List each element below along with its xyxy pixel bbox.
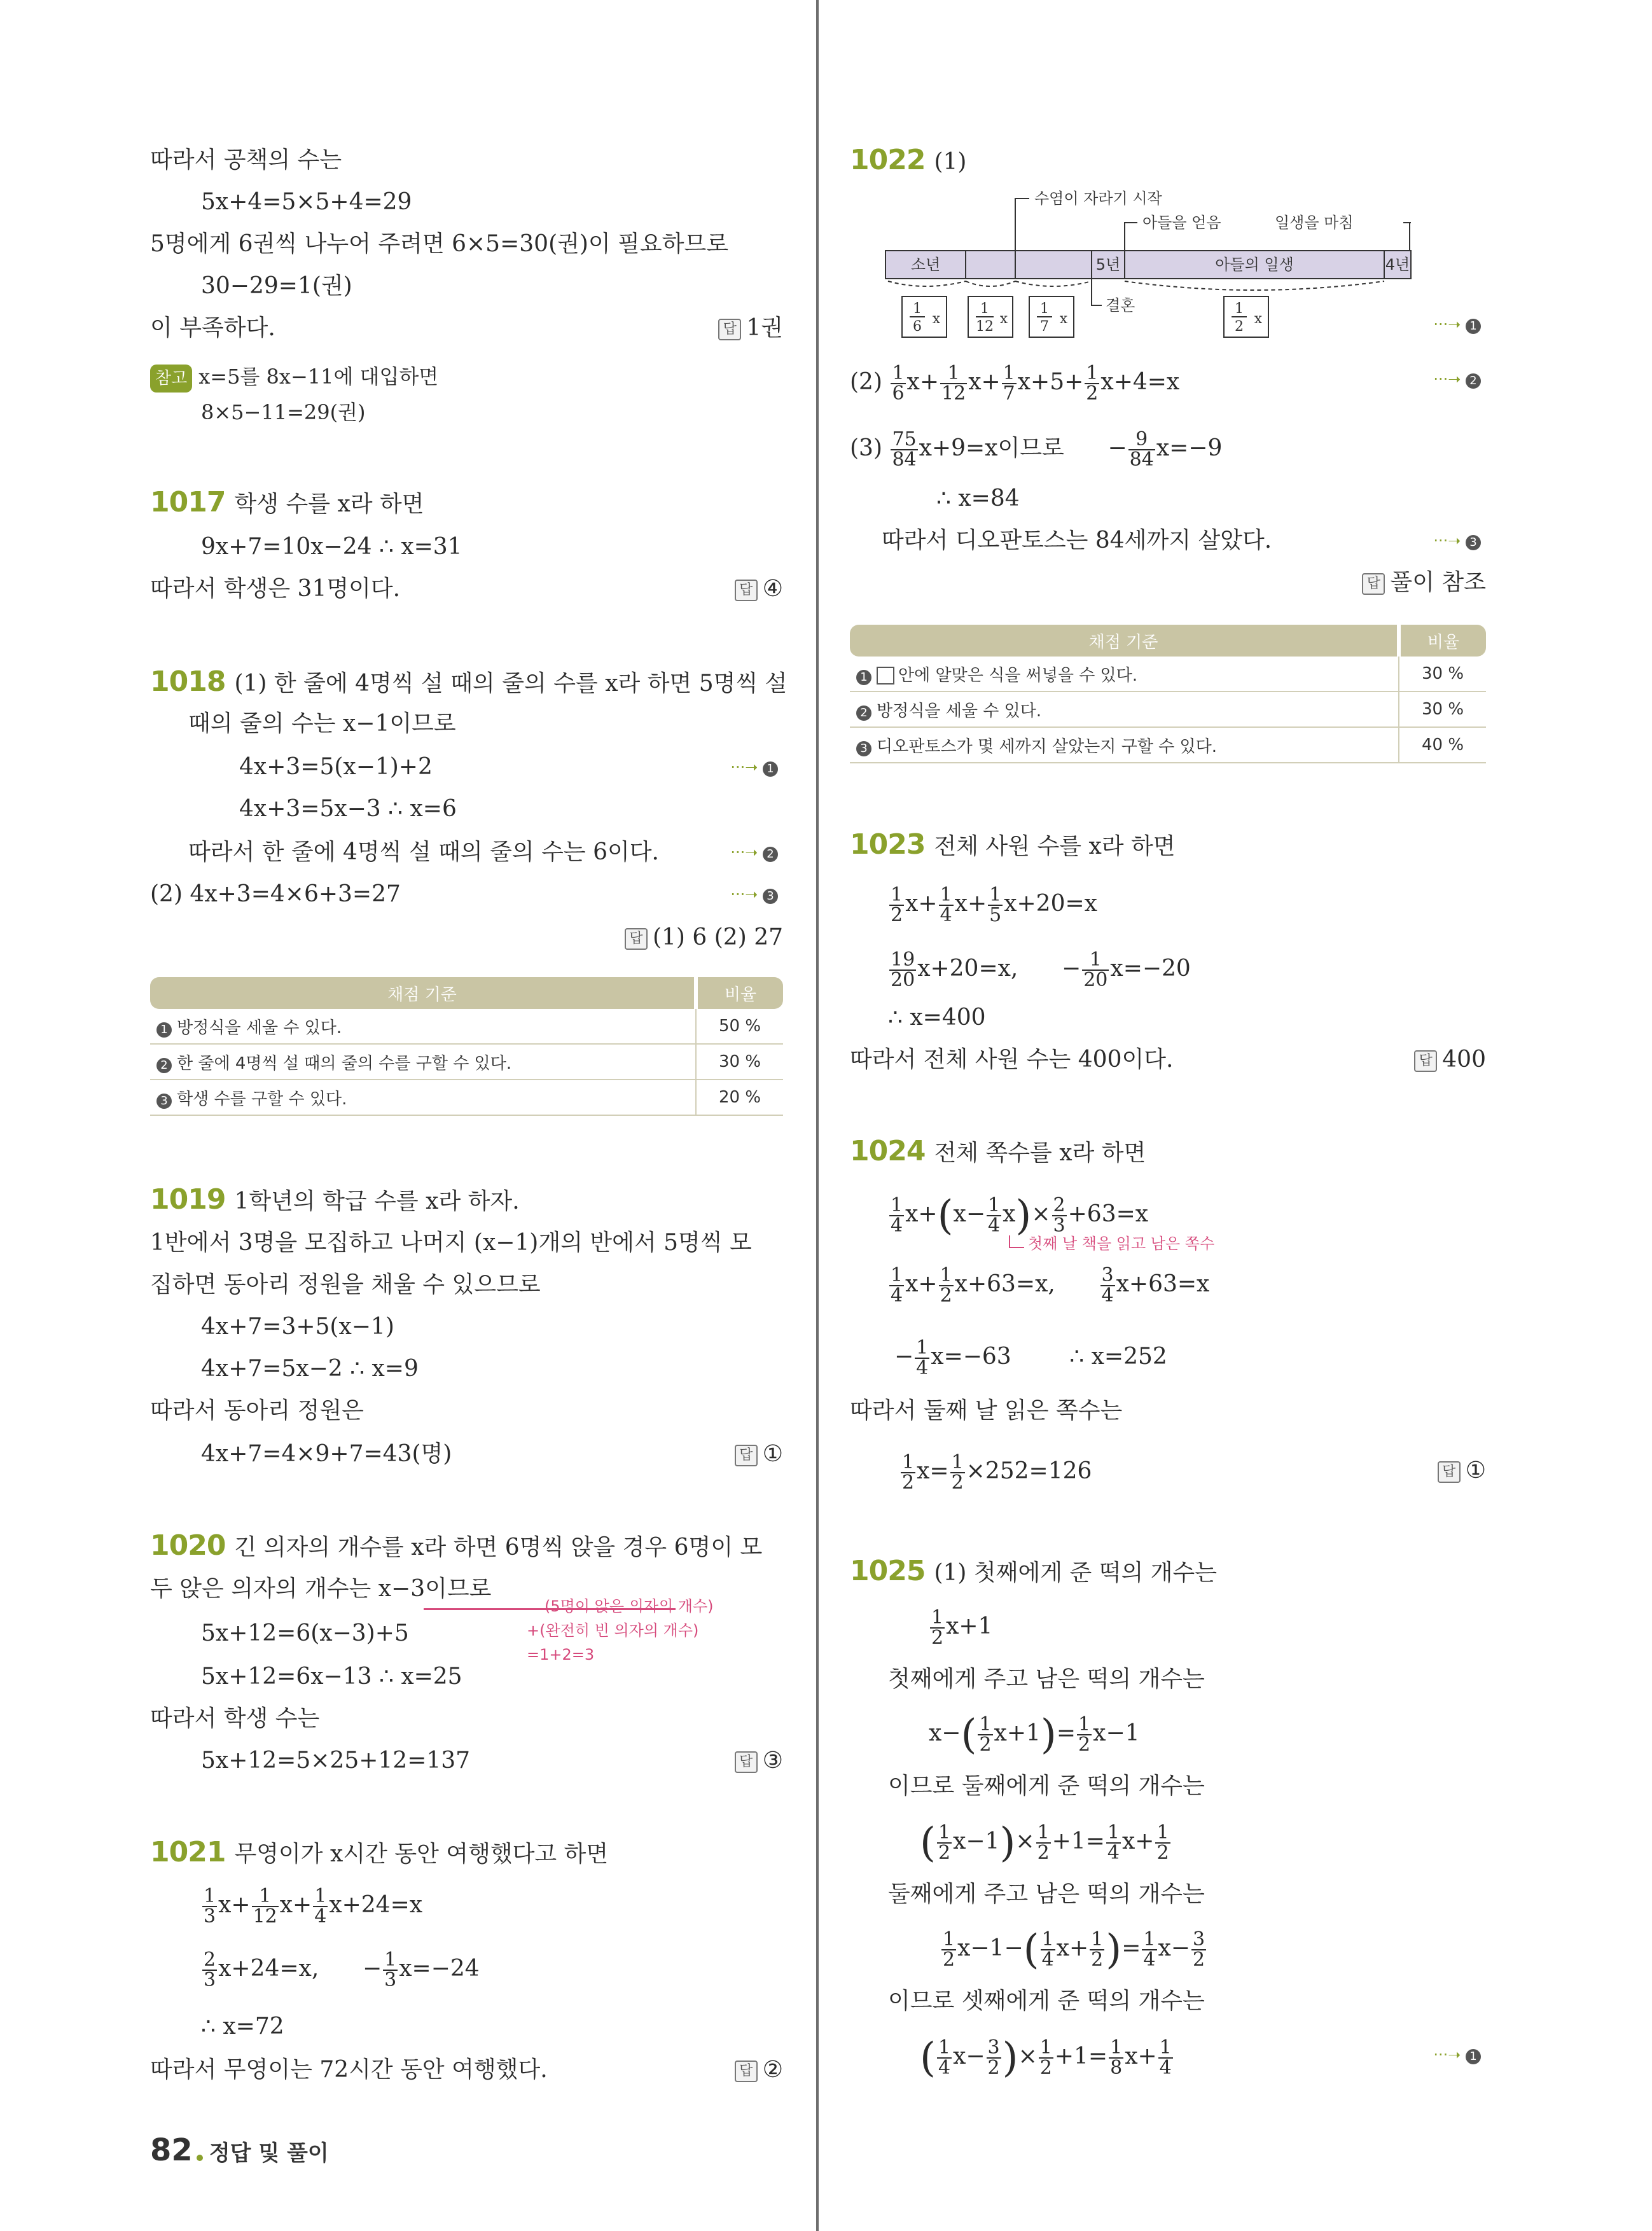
svg-text:2: 2 <box>1235 319 1244 335</box>
equation-line: 5x+4=5×5+4=29 <box>201 189 412 215</box>
answer-badge-icon: 답 <box>718 319 741 340</box>
problem-number: 1020 <box>150 1529 226 1562</box>
text-line: 이므로 둘째에게 준 떡의 개수는 <box>888 1773 1205 1799</box>
answer-badge-icon: 답 <box>735 580 758 601</box>
equation-line: (2) $\frac{1}{6}$ x+ $\frac{1}{12}$ x+ $\frac{1}{7}$ x+5+ $\frac{1}{2}$ x+4=x <box>850 362 1180 405</box>
answer: 답 400 <box>1414 1046 1486 1074</box>
equation-line: ( $\frac{1}{2}$ x−1)× $\frac{1}{2}$ +1= $\frac{1}{4}$ x+ $\frac{1}{2}$ <box>920 1819 1169 1866</box>
table-row: 1 안에 알맞은 식을 써넣을 수 있다. 30 % <box>850 657 1486 692</box>
svg-text:12: 12 <box>976 319 994 335</box>
equation-line: $\frac{1}{2}$ x+ $\frac{1}{4}$ x+ $\frac{1}{5}$ x+20=x <box>891 884 1097 926</box>
text-line: 두 앉은 의자의 개수는 x−3이므로 <box>150 1576 492 1602</box>
table-row: 2 한 줄에 4명씩 설 때의 줄의 수를 구할 수 있다. 30 % <box>150 1044 783 1080</box>
equation-line: 4x+3=5(x−1)+2 <box>239 754 433 780</box>
equation-line: 5x+12=6x−13 ∴ x=25 <box>201 1664 462 1690</box>
timeline-segment: 4년 <box>1385 256 1410 274</box>
answer-badge-icon: 답 <box>735 1445 758 1466</box>
equation-line: − $\frac{1}{4}$ x=−63 ∴ x=252 <box>894 1337 1167 1379</box>
answer: 답 ① <box>735 1440 783 1468</box>
text-line: 5명에게 6권씩 나누어 주려면 6×5=30(권)이 필요하므로 <box>150 231 729 257</box>
problem-1019-heading: 1019 1학년의 학급 수를 x라 하자. <box>150 1183 520 1216</box>
page-footer <box>150 2132 329 2168</box>
step-marker: ···➝ 1 <box>1433 2046 1486 2064</box>
annotation-bracket <box>1009 1235 1024 1248</box>
note-line: 8×5−11=29(권) <box>201 400 366 424</box>
problem-1024-heading: 1024 전체 쪽수를 x라 하면 <box>850 1135 1146 1167</box>
text-line: 따라서 학생은 31명이다. <box>150 576 401 602</box>
problem-1021-heading: 1021 무영이가 x시간 동안 여행했다고 하면 <box>150 1836 609 1868</box>
grading-table <box>150 977 783 1116</box>
svg-text:x: x <box>1059 311 1068 327</box>
step-marker: ···➝ 2 <box>1433 370 1486 389</box>
diagram-label: 아들을 얻음 <box>1142 214 1221 232</box>
svg-text:6: 6 <box>913 319 922 335</box>
equation-line: ∴ x=400 <box>888 1004 986 1031</box>
answer-badge-icon: 답 <box>1438 1461 1461 1483</box>
problem-1020-heading: 1020 긴 의자의 개수를 x라 하면 6명씩 앉을 경우 6명이 모 <box>150 1529 763 1562</box>
timeline-segment: 소년 <box>910 256 941 274</box>
answer-badge-icon: 답 <box>1414 1050 1437 1072</box>
text-line: 때의 줄의 수는 x−1이므로 <box>188 711 456 737</box>
answer: 답 풀이 참조 <box>1362 569 1486 597</box>
annotation: (5명이 앉은 의자의 개수) <box>545 1597 714 1615</box>
svg-text:x: x <box>1254 311 1263 327</box>
text-line: 둘째에게 주고 남은 떡의 개수는 <box>888 1881 1205 1907</box>
equation-line: ( $\frac{1}{4}$ x− $\frac{3}{2}$ )× $\frac{1}{2}$ +1= $\frac{1}{8}$ x+ $\frac{1}{4}$ <box>920 2034 1172 2082</box>
annotation: =1+2=3 <box>527 1646 595 1664</box>
answer-badge-icon: 답 <box>735 1751 758 1773</box>
step-marker: ···➝ 2 <box>730 844 783 862</box>
footer-title: 정답 및 풀이 <box>209 2141 329 2166</box>
answer-badge-icon: 답 <box>1362 573 1385 595</box>
answer: 답 ② <box>735 2056 783 2084</box>
text-line: (2) 4x+3=4×6+3=27 <box>150 881 401 907</box>
note-label: 참고 <box>150 365 192 393</box>
bullet-dot-icon <box>197 2155 203 2161</box>
step-marker: ···➝ 3 <box>1433 532 1486 550</box>
equation-line: 4x+7=3+5(x−1) <box>201 1314 394 1340</box>
annotation: 첫째 날 책을 읽고 남은 쪽수 <box>1028 1235 1215 1253</box>
text-line: 1반에서 3명을 모집하고 나머지 (x−1)개의 반에서 5명씩 모 <box>150 1230 752 1256</box>
problem-1025-heading: 1025 (1) 첫째에게 준 떡의 개수는 <box>850 1555 1217 1587</box>
equation-line: ∴ x=84 <box>936 485 1020 511</box>
equation-line: (3) $\frac{75}{84}$ x+9=x이므로 − $\frac{9}{84}$ x=−9 <box>850 428 1223 471</box>
svg-text:1: 1 <box>980 301 989 317</box>
diagram-label: 결혼 <box>1106 296 1135 314</box>
problem-number: 1022 <box>850 144 926 176</box>
step-marker: ···➝ 1 <box>730 758 783 777</box>
text-line: 이 부족하다. <box>150 315 275 341</box>
equation-line: 30−29=1(권) <box>201 273 352 299</box>
text-line: 따라서 전체 사원 수는 400이다. <box>850 1046 1174 1073</box>
table-row: 3 디오판토스가 몇 세까지 살았는지 구할 수 있다. 40 % <box>850 727 1486 763</box>
svg-text:x: x <box>932 311 941 327</box>
table-header: 비율 <box>696 977 783 1009</box>
equation-line: $\frac{2}{3}$ x+24=x, − $\frac{1}{3}$ x=−24 <box>204 1949 480 1991</box>
annotation: +(완전히 빈 의자의 개수) <box>527 1622 699 1639</box>
text-line: 따라서 학생 수는 <box>150 1706 320 1732</box>
equation-line: $\frac{1}{3}$ x+ $\frac{1}{12}$ x+ $\frac{1}{4}$ x+24=x <box>204 1885 423 1928</box>
equation-line: 4x+7=5x−2 ∴ x=9 <box>201 1356 419 1382</box>
equation-line: $\frac{1}{2}$ x−1−( $\frac{1}{4}$ x+ $\frac{1}{2}$ )= $\frac{1}{4}$ x− $\frac{3}{2}$ <box>943 1926 1205 1973</box>
step-marker: ···➝ 1 <box>1433 316 1486 334</box>
answer: 답 ④ <box>735 575 783 603</box>
problem-1018-heading: 1018 (1) 한 줄에 4명씩 설 때의 줄의 수를 x라 하면 5명씩 설 <box>150 665 788 698</box>
problem-number: 1019 <box>150 1183 226 1216</box>
equation-line: 9x+7=10x−24 ∴ x=31 <box>201 534 462 560</box>
answer: 답 1권 <box>718 314 783 342</box>
text-line: 따라서 무영이는 72시간 동안 여행했다. <box>150 2057 548 2083</box>
svg-text:1: 1 <box>1235 301 1244 317</box>
answer-badge-icon: 답 <box>625 928 648 950</box>
text-line: 따라서 한 줄에 4명씩 설 때의 줄의 수는 6이다. <box>188 839 659 865</box>
equation-line: 4x+3=5x−3 ∴ x=6 <box>239 796 457 822</box>
timeline-bar <box>885 251 1411 279</box>
answer: 답 ① <box>1438 1457 1486 1485</box>
equation-line: $\frac{1}{4}$ x+(x− $\frac{1}{4}$ x)× $\frac{2}{3}$ +63=x <box>891 1192 1149 1239</box>
equation-line: 4x+7=4×9+7=43(명) <box>201 1441 452 1467</box>
life-timeline-diagram <box>850 184 1486 350</box>
table-header: 비율 <box>1399 625 1486 657</box>
table-header: 채점 기준 <box>850 625 1399 657</box>
svg-text:1: 1 <box>913 301 922 317</box>
table-row: 1 방정식을 세울 수 있다. 50 % <box>150 1009 783 1044</box>
page-number: 82 <box>150 2132 193 2168</box>
svg-text:x: x <box>999 311 1008 327</box>
equation-line: ∴ x=72 <box>201 2013 284 2040</box>
equation-line: $\frac{1}{2}$ x= $\frac{1}{2}$ ×252=126 <box>902 1451 1092 1494</box>
problem-number: 1017 <box>150 486 226 518</box>
table-row: 2 방정식을 세울 수 있다. 30 % <box>850 692 1486 727</box>
equation-line: 5x+12=5×25+12=137 <box>201 1748 471 1774</box>
text-line: 이므로 셋째에게 준 떡의 개수는 <box>888 1988 1205 2014</box>
equation-line: 5x+12=6(x−3)+5 <box>201 1620 409 1646</box>
problem-number: 1023 <box>850 828 926 861</box>
text-line: 따라서 공책의 수는 <box>150 147 342 173</box>
problem-number: 1025 <box>850 1555 926 1587</box>
problem-1017-heading: 1017 학생 수를 x라 하면 <box>150 486 424 518</box>
column-divider <box>816 0 819 2231</box>
diagram-label: 일생을 마침 <box>1275 214 1354 232</box>
text-line: 집하면 동아리 정원을 채울 수 있으므로 <box>150 1272 541 1298</box>
text-line: 따라서 동아리 정원은 <box>150 1398 364 1424</box>
text-line: 따라서 둘째 날 읽은 쪽수는 <box>850 1398 1123 1424</box>
problem-number: 1024 <box>850 1135 926 1167</box>
timeline-segment: 아들의 일생 <box>1215 256 1294 274</box>
diagram-label: 수염이 자라기 시작 <box>1034 190 1162 207</box>
equation-line: $\frac{1}{4}$ x+ $\frac{1}{2}$ x+63=x, $\frac{3}{4}$ x+63=x <box>891 1264 1210 1307</box>
timeline-segment: 5년 <box>1095 256 1121 274</box>
answer-badge-icon: 답 <box>735 2061 758 2082</box>
problem-1022-heading: 1022 (1) <box>850 144 967 176</box>
step-marker: ···➝ 3 <box>730 886 783 904</box>
svg-text:7: 7 <box>1040 319 1049 335</box>
problem-number: 1021 <box>150 1836 226 1868</box>
grading-table <box>850 625 1486 763</box>
table-header: 채점 기준 <box>150 977 696 1009</box>
answer: 답 ③ <box>735 1747 783 1775</box>
note-line: 참고 x=5를 8x−11에 대입하면 <box>150 363 438 393</box>
equation-line: $\frac{1}{2}$ x+1 <box>931 1606 993 1649</box>
svg-text:1: 1 <box>1040 301 1049 317</box>
table-row: 3 학생 수를 구할 수 있다. 20 % <box>150 1080 783 1115</box>
text-line: 첫째에게 주고 남은 떡의 개수는 <box>888 1666 1205 1692</box>
problem-1023-heading: 1023 전체 사원 수를 x라 하면 <box>850 828 1176 861</box>
text-line: 따라서 디오판토스는 84세까지 살았다. <box>882 527 1272 553</box>
blank-square-icon <box>877 667 894 685</box>
equation-line: $\frac{19}{20}$ x+20=x, − $\frac{1}{20}$ x=−20 <box>891 949 1191 991</box>
equation-line: x−( $\frac{1}{2}$ x+1)= $\frac{1}{2}$ x−1 <box>929 1711 1140 1758</box>
answer: 답 (1) 6 (2) 27 <box>625 924 783 952</box>
problem-number: 1018 <box>150 665 226 698</box>
